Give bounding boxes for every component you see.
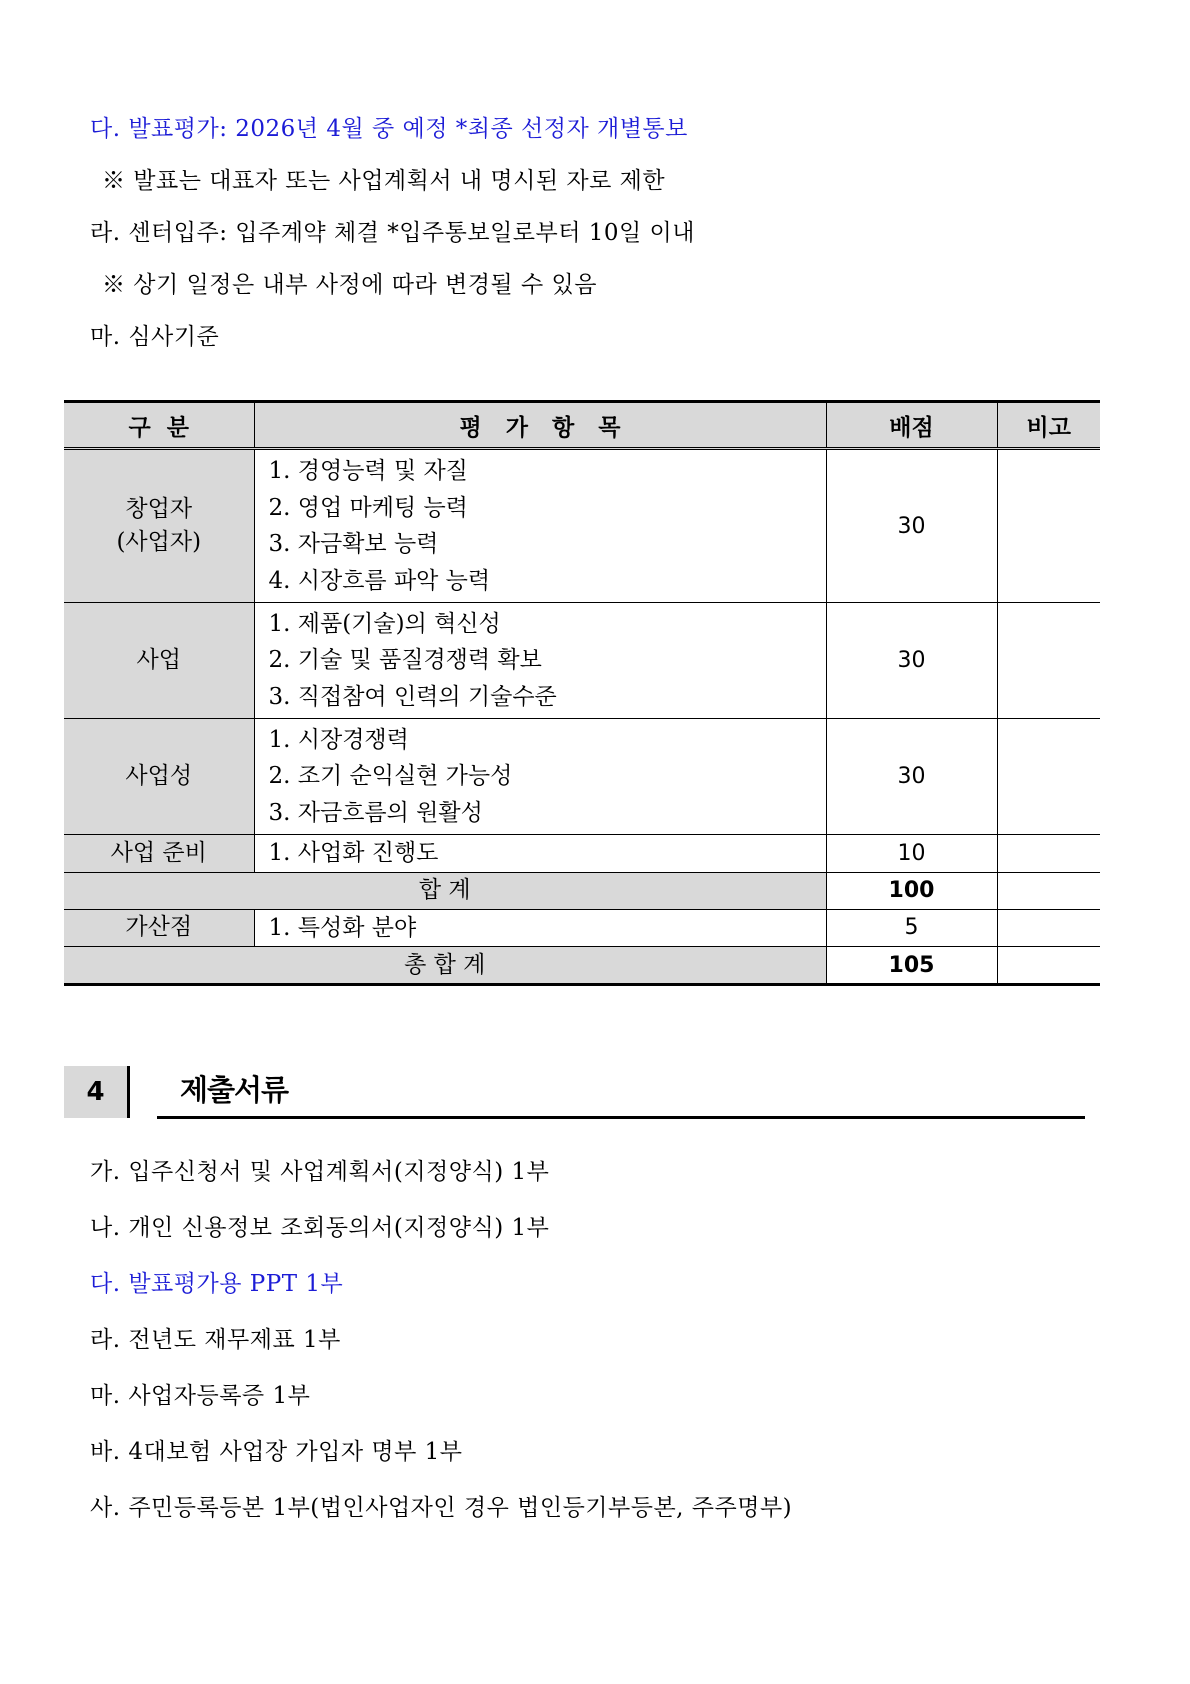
schedule-presentation-note: ※ 발표는 대표자 또는 사업계획서 내 명시된 자로 제한 xyxy=(102,168,666,194)
section-title: 제출서류 xyxy=(180,1073,289,1107)
bonus-score: 5 xyxy=(826,909,997,947)
item-text: 2. 영업 마케팅 능력 xyxy=(268,494,468,521)
document-item: 바. 4대보험 사업장 가입자 명부 1부 xyxy=(90,1439,463,1465)
item-text: 1. 경영능력 및 자질 xyxy=(268,458,468,484)
remarks-cell xyxy=(997,603,1100,719)
remarks-cell xyxy=(997,719,1100,835)
table-header-row xyxy=(64,402,1100,449)
header-category: 구 분 xyxy=(64,402,254,449)
table-row xyxy=(64,835,1100,873)
item-text: 2. 기술 및 품질경쟁력 확보 xyxy=(268,647,542,674)
item-text: 2. 조기 순익실현 가능성 xyxy=(268,763,513,790)
items-cell xyxy=(254,719,826,835)
score-cell: 30 xyxy=(826,449,997,603)
items-cell xyxy=(254,603,826,719)
section-divider xyxy=(157,1116,1085,1119)
criteria-heading: 마. 심사기준 xyxy=(90,324,220,350)
schedule-move-in: 라. 센터입주: 입주계약 체결 *입주통보일로부터 10일 이내 xyxy=(90,220,695,246)
subtotal-score: 100 xyxy=(826,872,997,909)
bonus-item: 1. 특성화 분야 xyxy=(254,909,826,947)
document-item: 사. 주민등록등본 1부(법인사업자인 경우 법인등기부등본, 주주명부) xyxy=(90,1495,793,1521)
subtotal-label: 합 계 xyxy=(64,872,826,909)
schedule-presentation: 다. 발표평가: 2026년 4월 중 예정 *최종 선정자 개별통보 xyxy=(90,116,688,142)
remarks-cell xyxy=(997,872,1100,909)
document-item: 다. 발표평가용 PPT 1부 xyxy=(90,1271,344,1297)
section-number: 4 xyxy=(64,1066,130,1118)
item-text: 1. 사업화 진행도 xyxy=(268,840,439,866)
category-cell: 사업 xyxy=(64,603,254,719)
score-cell: 30 xyxy=(826,603,997,719)
item-text: 3. 자금흐름의 원활성 xyxy=(268,799,483,826)
item-text: 1. 시장경쟁력 xyxy=(268,726,409,753)
remarks-cell xyxy=(997,835,1100,873)
total-score: 105 xyxy=(826,947,997,985)
score-cell: 30 xyxy=(826,719,997,835)
table-row xyxy=(64,719,1100,835)
evaluation-criteria-table xyxy=(64,400,1100,986)
items-cell xyxy=(254,449,826,603)
item-text: 3. 직접참여 인력의 기술수준 xyxy=(268,683,557,710)
score-cell: 10 xyxy=(826,835,997,873)
subtotal-row xyxy=(64,872,1100,909)
category-cell: 사업 준비 xyxy=(64,835,254,873)
total-label: 총 합 계 xyxy=(64,947,826,985)
category-cell: 창업자 (사업자) xyxy=(64,449,254,603)
bonus-category: 가산점 xyxy=(64,909,254,947)
table-row xyxy=(64,449,1100,603)
remarks-cell xyxy=(997,947,1100,985)
item-text: 4. 시장흐름 파악 능력 xyxy=(268,567,491,594)
schedule-move-in-note: ※ 상기 일정은 내부 사정에 따라 변경될 수 있음 xyxy=(102,272,597,298)
document-item: 라. 전년도 재무제표 1부 xyxy=(90,1327,341,1353)
total-row xyxy=(64,947,1100,985)
item-text: 1. 제품(기술)의 혁신성 xyxy=(268,610,501,637)
category-cell: 사업성 xyxy=(64,719,254,835)
bonus-row xyxy=(64,909,1100,947)
remarks-cell xyxy=(997,909,1100,947)
item-text: 3. 자금확보 능력 xyxy=(268,531,439,557)
remarks-cell xyxy=(997,449,1100,603)
header-items: 평 가 항 목 xyxy=(254,402,826,449)
header-remarks: 비고 xyxy=(997,402,1100,449)
document-item: 가. 입주신청서 및 사업계획서(지정양식) 1부 xyxy=(90,1159,550,1185)
document-item: 마. 사업자등록증 1부 xyxy=(90,1383,311,1409)
items-cell xyxy=(254,835,826,873)
table-row xyxy=(64,603,1100,719)
header-score: 배점 xyxy=(826,402,997,449)
document-item: 나. 개인 신용정보 조회동의서(지정양식) 1부 xyxy=(90,1215,550,1241)
